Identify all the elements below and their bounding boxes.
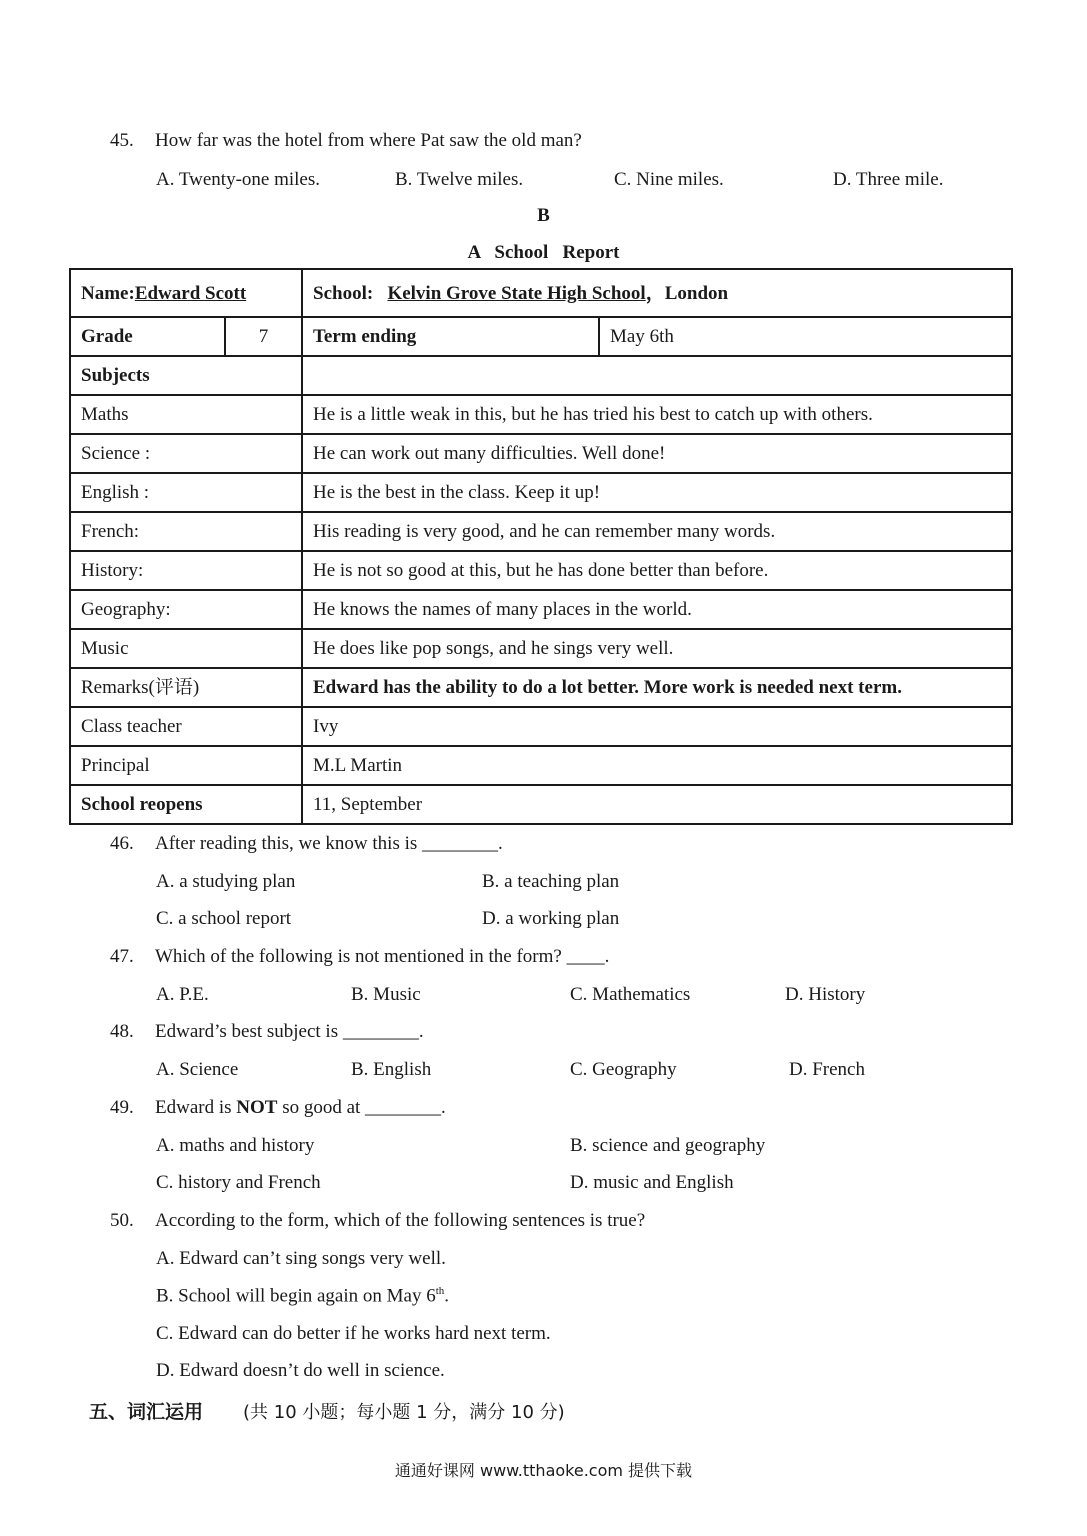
subject-name: Music: [70, 629, 302, 668]
reopens-value: 11, September: [302, 785, 1012, 824]
table-row: [70, 356, 1012, 395]
teacher-label: Class teacher: [70, 707, 302, 746]
term-value: May 6th: [599, 317, 1012, 356]
q48-number: 48.: [110, 1021, 134, 1042]
subject-comment: His reading is very good, and he can remember many words.: [302, 512, 1012, 551]
q47-option-a: A. P.E.: [156, 984, 209, 1005]
reopens-label: School reopens: [70, 785, 302, 824]
q47-question: Which of the following is not mentioned in the form? ____.: [155, 946, 610, 967]
q50-option-a: A. Edward can’t sing songs very well.: [156, 1248, 446, 1269]
q50-option-b: B. School will begin again on May 6th.: [156, 1285, 450, 1307]
subject-name: English :: [70, 473, 302, 512]
section5-note: (共 10 小题；每小题 1 分，满分 10 分): [243, 1402, 565, 1423]
q45-question: How far was the hotel from where Pat saw the old man?: [155, 130, 582, 151]
q46-option-a: A. a studying plan: [156, 871, 296, 892]
table-row: [70, 668, 1012, 707]
subjects-label: Subjects: [70, 356, 302, 395]
table-row: [70, 434, 1012, 473]
q46-question: After reading this, we know this is ________.: [155, 833, 503, 854]
q50-option-d: D. Edward doesn’t do well in science.: [156, 1360, 445, 1381]
q45-number: 45.: [110, 130, 134, 151]
table-row: [70, 551, 1012, 590]
principal-label: Principal: [70, 746, 302, 785]
table-row: [70, 269, 1012, 317]
table-row: [70, 785, 1012, 824]
q48-option-c: C. Geography: [570, 1059, 677, 1080]
q49-question: Edward is NOT so good at ________.: [155, 1097, 446, 1118]
table-row: [70, 707, 1012, 746]
principal-value: M.L Martin: [302, 746, 1012, 785]
school-report-table: [69, 268, 1013, 825]
grade-label: Grade: [70, 317, 225, 356]
q49-option-b: B. science and geography: [570, 1135, 766, 1156]
section-letter: B: [537, 205, 550, 226]
q49-emphasis: NOT: [236, 1097, 278, 1118]
q47-option-c: C. Mathematics: [570, 984, 691, 1005]
remarks-label: Remarks(评语): [70, 668, 302, 707]
q49-option-a: A. maths and history: [156, 1135, 315, 1156]
subject-name: Science :: [70, 434, 302, 473]
q47-number: 47.: [110, 946, 134, 967]
q50-number: 50.: [110, 1210, 134, 1231]
q49-option-c: C. history and French: [156, 1172, 321, 1193]
school-name: Kelvin Grove State High School: [387, 282, 646, 304]
subject-name: French:: [70, 512, 302, 551]
q48-option-b: B. English: [351, 1059, 432, 1080]
grade-value: 7: [225, 317, 302, 356]
table-row: [70, 746, 1012, 785]
teacher-value: Ivy: [302, 707, 1012, 746]
subject-comment: He is not so good at this, but he has done better than before.: [302, 551, 1012, 590]
table-row: [70, 590, 1012, 629]
q47-option-d: D. History: [785, 984, 866, 1005]
subject-name: History:: [70, 551, 302, 590]
subjects-empty-cell: [302, 356, 1012, 395]
q49-option-d: D. music and English: [570, 1172, 734, 1193]
subject-comment: He knows the names of many places in the world.: [302, 590, 1012, 629]
q49-number: 49.: [110, 1097, 134, 1118]
report-title: A School Report: [467, 242, 620, 263]
q45-option-d: D. Three mile.: [833, 169, 944, 190]
subject-comment: He is a little weak in this, but he has tried his best to catch up with others.: [302, 395, 1012, 434]
table-row: [70, 629, 1012, 668]
q47-option-b: B. Music: [351, 984, 421, 1005]
remarks-value: Edward has the ability to do a lot better. More work is needed next term.: [302, 668, 1012, 707]
table-row: [70, 512, 1012, 551]
q46-option-b: B. a teaching plan: [482, 871, 620, 892]
subject-name: Geography:: [70, 590, 302, 629]
q46-number: 46.: [110, 833, 134, 854]
q48-question: Edward’s best subject is ________.: [155, 1021, 424, 1042]
subject-comment: He is the best in the class. Keep it up!: [302, 473, 1012, 512]
q48-option-a: A. Science: [156, 1059, 239, 1080]
term-label: Term ending: [302, 317, 599, 356]
q48-option-d: D. French: [789, 1059, 865, 1080]
section5-heading: 五、词汇运用: [89, 1401, 204, 1423]
q45-option-c: C. Nine miles.: [614, 169, 724, 190]
q50-option-c: C. Edward can do better if he works hard next term.: [156, 1323, 551, 1344]
q45-option-a: A. Twenty-one miles.: [156, 169, 321, 190]
subject-comment: He does like pop songs, and he sings very well.: [302, 629, 1012, 668]
subject-comment: He can work out many difficulties. Well done!: [302, 434, 1012, 473]
student-name: Edward Scott: [134, 282, 247, 304]
q45-option-b: B. Twelve miles.: [395, 169, 524, 190]
subject-name: Maths: [70, 395, 302, 434]
name-cell: Name:Edward Scott: [70, 269, 302, 317]
school-cell: School: Kelvin Grove State High School，London: [302, 269, 1012, 317]
page-footer: 通通好课网 www.tthaoke.com 提供下载: [394, 1461, 693, 1480]
table-row: [70, 317, 1012, 356]
q46-option-d: D. a working plan: [482, 908, 620, 929]
table-row: [70, 395, 1012, 434]
table-row: [70, 473, 1012, 512]
q50-question: According to the form, which of the following sentences is true?: [155, 1210, 646, 1231]
q46-option-c: C. a school report: [156, 908, 292, 929]
